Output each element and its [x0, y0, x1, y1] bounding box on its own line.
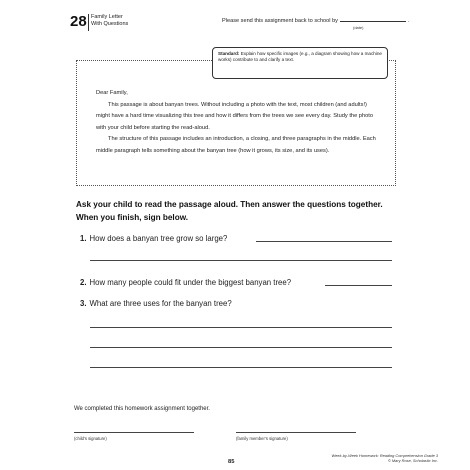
lesson-title [91, 14, 128, 27]
family-signature-caption: (family member’s signature) [236, 436, 288, 441]
question-text: How many people could fit under the biggest banyan tree? [89, 278, 292, 287]
return-suffix: . [407, 18, 410, 24]
credit-line [318, 453, 438, 463]
family-letter [96, 88, 378, 158]
answer-line-1b[interactable] [90, 260, 392, 261]
instruction-text: Ask your child to read the passage aloud. Then answer the questions together. When you finish, sign below. [76, 200, 383, 222]
child-signature-caption: (child’s signature) [74, 436, 107, 441]
header-divider [88, 14, 89, 31]
lesson-number: 28 [70, 13, 87, 30]
lesson-title-line1: Family Letter [91, 14, 123, 20]
child-signature-line[interactable] [74, 432, 194, 433]
return-date-blank[interactable] [340, 16, 406, 22]
standard-label: Standard: [218, 51, 240, 56]
letter-paragraph-1: This passage is about banyan trees. Without including a photo with the text, most children (and adults!) might have a hard time visualizing this tree and how it differs from the trees we see every day. Study the photo with your child before starting the read-aloud. [96, 101, 374, 131]
page-number: 85 [228, 459, 235, 465]
completion-statement: We completed this homework assignment together. [74, 406, 210, 412]
answer-line-2[interactable] [325, 285, 392, 286]
letter-paragraph-2: The structure of this passage includes an introduction, a closing, and three paragraphs in the middle. Each middle paragraph tells something about the banyan tree (how it grows, its size, and its uses). [96, 136, 376, 154]
answer-line-3a[interactable] [90, 327, 392, 328]
question-2 [80, 278, 291, 287]
credit-line-2: © Mary Rose, Scholastic Inc. [387, 458, 438, 463]
answer-line-1a[interactable] [256, 241, 392, 242]
question-3 [80, 299, 232, 308]
family-signature-line[interactable] [236, 432, 356, 433]
return-instruction: Please send this assignment back to school by [222, 18, 338, 24]
letter-greeting: Dear Family, [96, 90, 128, 96]
question-number: 2. [80, 278, 87, 287]
date-caption: (date) [353, 25, 364, 30]
answer-line-3c[interactable] [90, 367, 392, 368]
standard-box [212, 47, 388, 79]
question-number: 3. [80, 299, 87, 308]
credit-line-1: Week-by-Week Homework: Reading Comprehension Grade 3 [331, 453, 438, 458]
question-text: How does a banyan tree grow so large? [89, 234, 228, 243]
question-1 [80, 234, 227, 243]
standard-text: Explain how specific images (e.g., a diagram showing how a machine works) contribute to and clarify a text. [218, 51, 382, 62]
question-number: 1. [80, 234, 87, 243]
question-text: What are three uses for the banyan tree? [89, 299, 232, 308]
answer-line-3b[interactable] [90, 347, 392, 348]
return-date-line [222, 16, 410, 24]
lesson-title-line2: With Questions [91, 20, 129, 27]
